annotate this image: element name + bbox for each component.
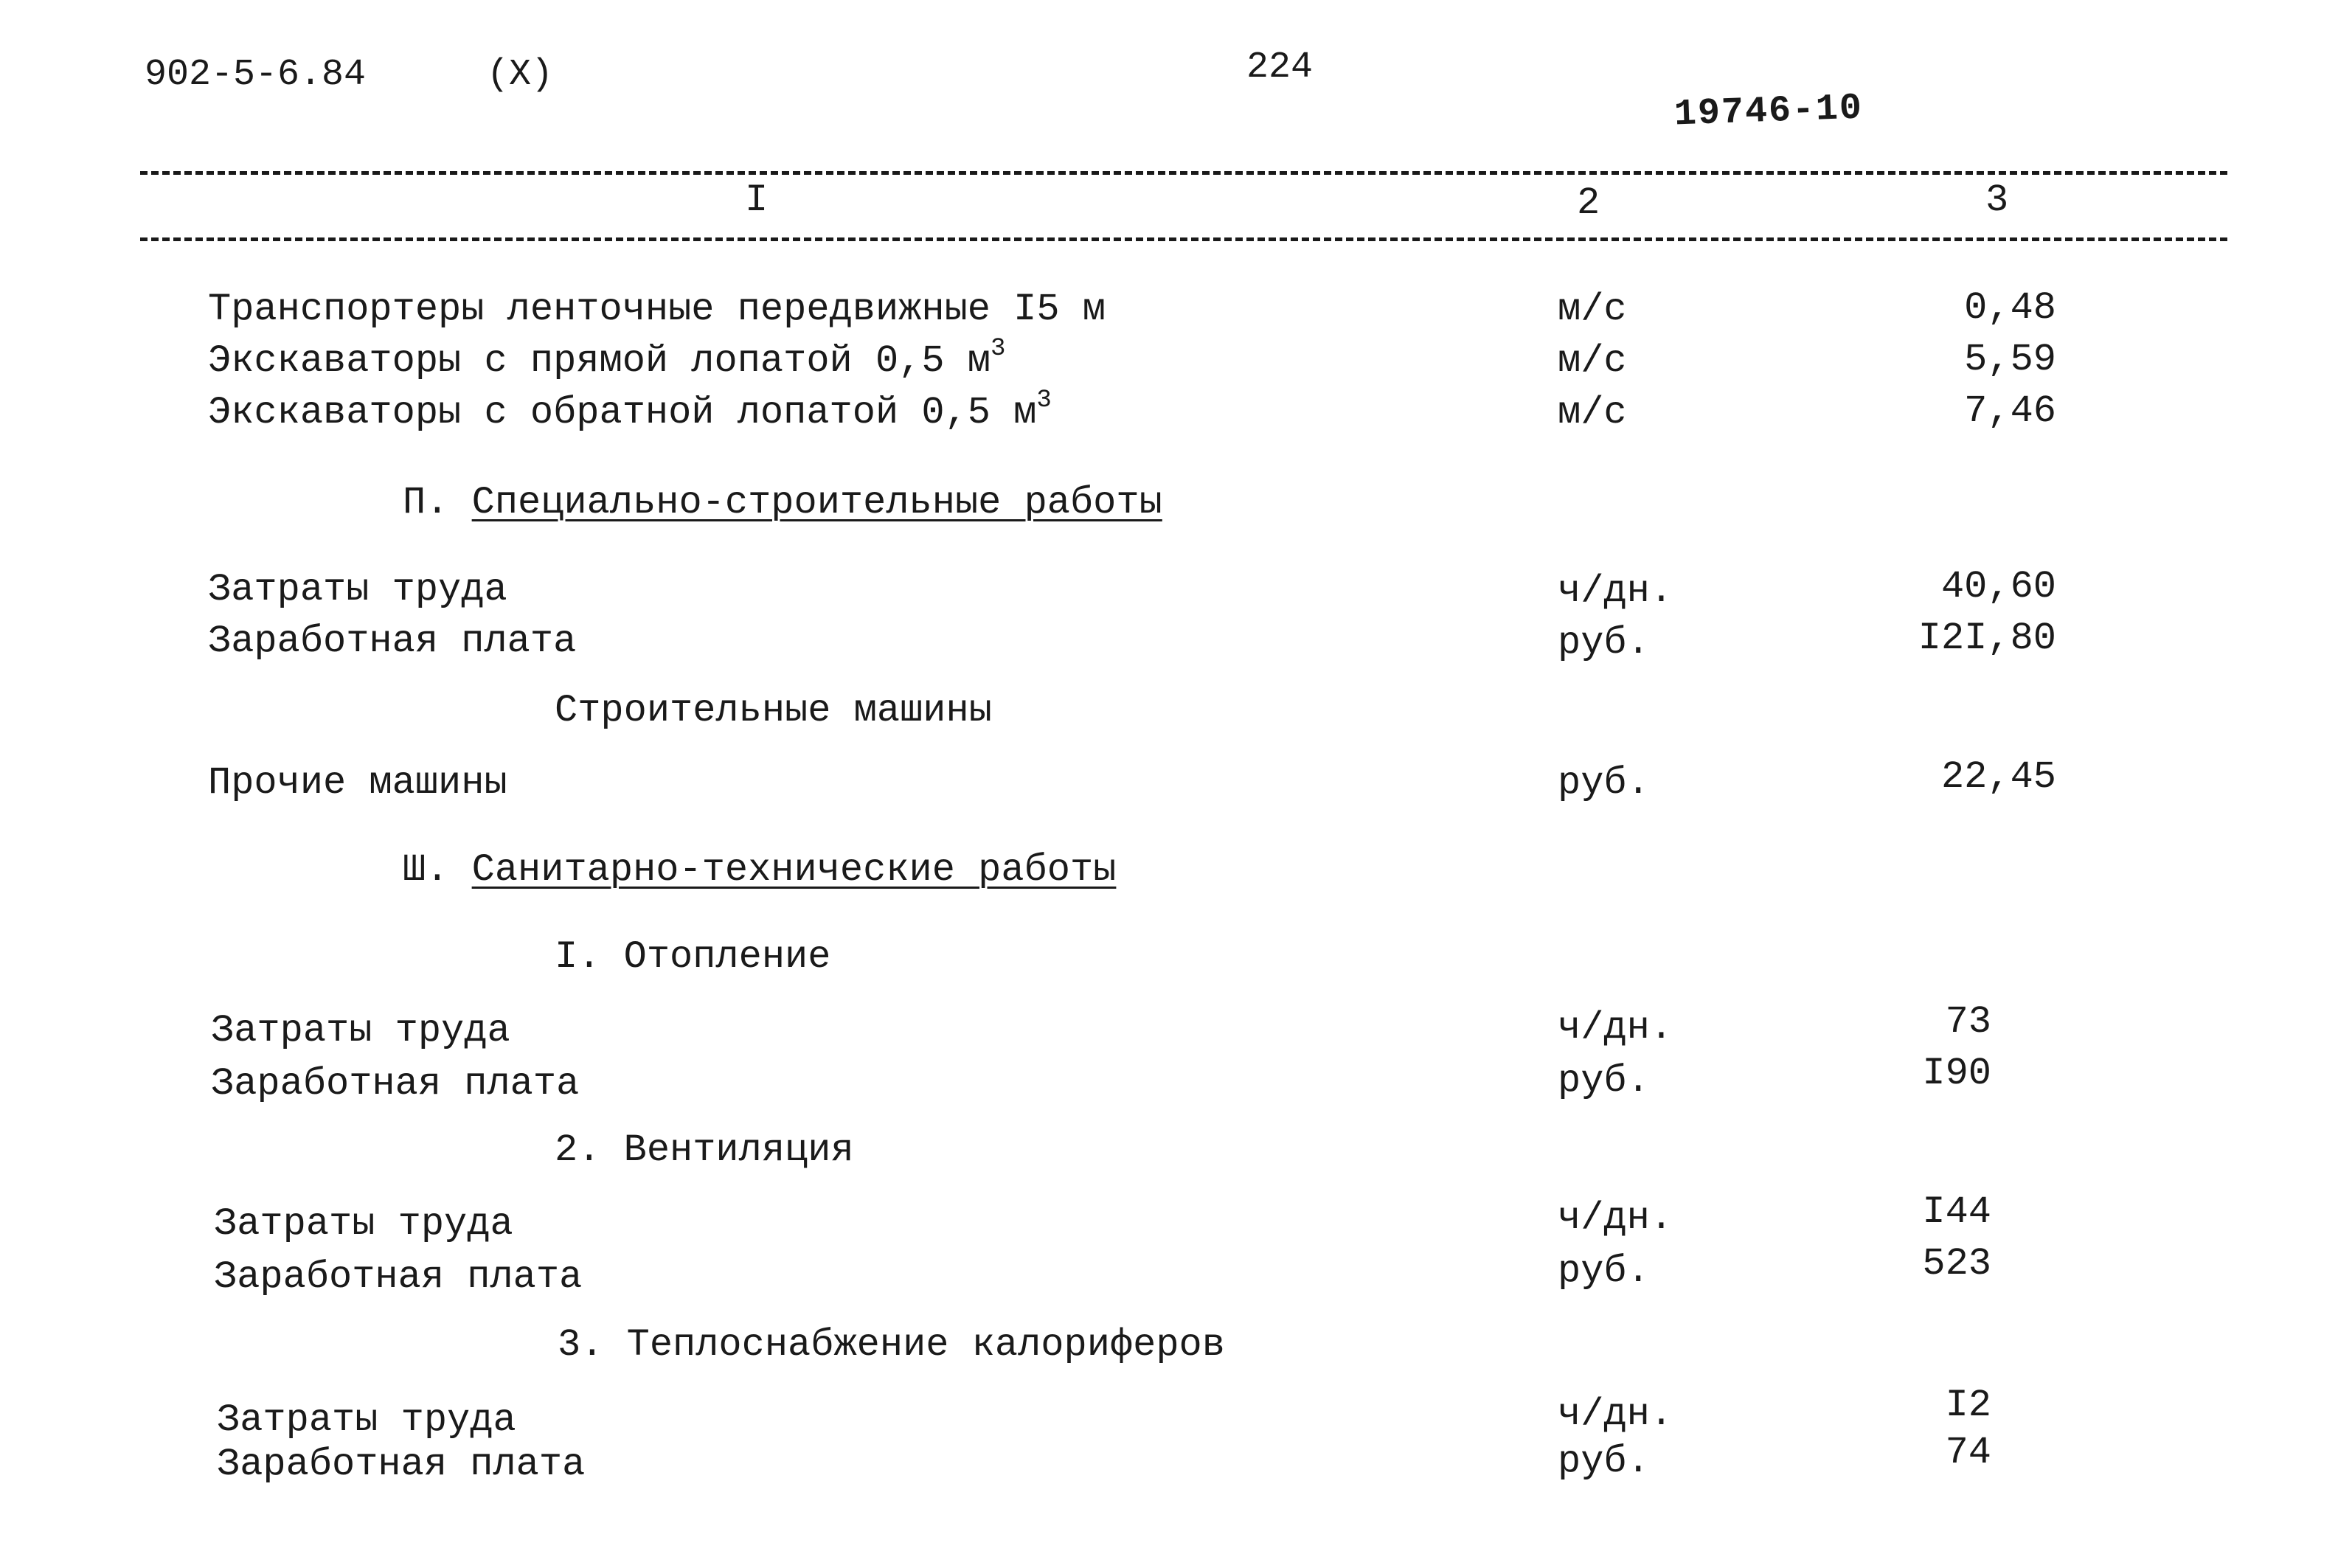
section-heading [403, 481, 1162, 525]
row-unit: руб. [1558, 761, 1650, 805]
row-unit: руб. [1558, 1249, 1650, 1293]
row-unit: ч/дн. [1558, 1392, 1673, 1436]
row-name: Затраты труда [214, 1202, 513, 1246]
row-name: Прочие машины [208, 761, 507, 805]
row-unit: ч/дн. [1558, 1006, 1673, 1050]
row-name-text: Экскаваторы с прямой лопатой 0,5 м [208, 339, 991, 383]
row-unit: м/с [1558, 339, 1627, 383]
row-value: 0,48 [1964, 286, 2056, 330]
table-rule-top [140, 171, 2227, 175]
row-name: Затраты труда [208, 568, 507, 611]
row-name: Заработная плата [217, 1443, 586, 1486]
row-value: I44 [1922, 1190, 1991, 1234]
row-unit: руб. [1558, 621, 1650, 665]
column-header-3: 3 [1985, 178, 2009, 222]
archive-stamp: 19746-10 [1673, 87, 1864, 136]
row-unit: руб. [1558, 1440, 1650, 1483]
row-value: I90 [1922, 1052, 1991, 1095]
row-value: I2 [1945, 1384, 1991, 1427]
row-value: 22,45 [1940, 755, 2056, 799]
page-number: 224 [1246, 46, 1314, 89]
row-unit: м/с [1558, 288, 1627, 331]
row-name: Затраты труда [211, 1009, 510, 1052]
row-unit: руб. [1558, 1059, 1650, 1103]
document-code: 902-5-6.84 [145, 54, 367, 96]
superscript: 3 [990, 335, 1006, 363]
row-value: 7,46 [1964, 389, 2056, 433]
row-unit: ч/дн. [1558, 569, 1673, 613]
row-value: 523 [1922, 1242, 1991, 1286]
row-value: 40,60 [1940, 565, 2056, 608]
subsection-heading: I. Отопление [555, 935, 831, 979]
table-rule-bottom [140, 237, 2227, 241]
section-numeral: Ш. [403, 848, 449, 892]
section-title: Специально-строительные работы [471, 481, 1162, 524]
subsection-heading: Строительные машины [555, 689, 992, 732]
section-numeral: П. [403, 481, 449, 524]
document-mark: (X) [487, 54, 554, 96]
row-unit: м/с [1558, 391, 1627, 434]
row-name: Заработная плата [208, 620, 577, 663]
subsection-heading: 3. Теплоснабжение калориферов [558, 1323, 1225, 1367]
row-value: I2I,80 [1918, 617, 2056, 660]
superscript: 3 [1036, 386, 1052, 414]
column-header-2: 2 [1577, 181, 1600, 225]
row-name: Заработная плата [214, 1255, 583, 1299]
row-value: 73 [1945, 1000, 1991, 1044]
row-value: 5,59 [1964, 338, 2056, 381]
subsection-heading: 2. Вентиляция [555, 1128, 854, 1172]
column-header-1: I [745, 178, 769, 222]
row-unit: ч/дн. [1558, 1196, 1673, 1240]
row-value: 74 [1945, 1431, 1991, 1474]
row-name: Транспортеры ленточные передвижные I5 м [208, 288, 1106, 331]
row-name-text: Экскаваторы с обратной лопатой 0,5 м [208, 391, 1037, 434]
row-name: Заработная плата [211, 1062, 580, 1106]
row-name: Затраты труда [217, 1398, 516, 1442]
row-name [208, 335, 1006, 384]
section-title: Санитарно-технические работы [471, 848, 1117, 892]
section-heading [403, 848, 1116, 892]
row-name [208, 386, 1052, 435]
